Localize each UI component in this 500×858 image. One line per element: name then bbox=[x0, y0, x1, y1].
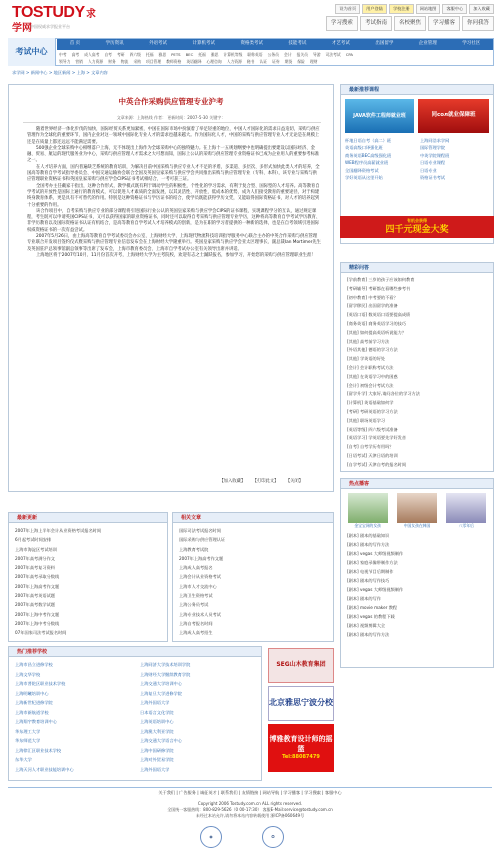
hotschool-title: 热门推荐学校 bbox=[9, 647, 261, 657]
seal-icon: ✪ bbox=[262, 826, 284, 848]
print-button[interactable]: 【打印此文】 bbox=[252, 479, 279, 484]
podcast-item[interactable]: [剧本] 家庭录像带制作方法 bbox=[347, 560, 398, 566]
latest-item[interactable]: 2007年上海中考分数线 bbox=[15, 620, 60, 626]
subnav-item[interactable]: 自考 bbox=[104, 51, 112, 57]
subnav-item[interactable]: 项目管理 bbox=[145, 58, 162, 64]
boya-text: 博雅教育设计师的摇篮 bbox=[269, 735, 333, 753]
topnav-school[interactable]: 名校聚焦 bbox=[394, 16, 426, 31]
nav-computer[interactable]: 计算机考试 bbox=[192, 41, 216, 47]
nav-qualification[interactable]: 资格类考试 bbox=[240, 41, 263, 47]
podcast-item[interactable]: [剧本] 剧本的写作方法 bbox=[347, 542, 390, 548]
related-item[interactable]: 上海教育考试院 bbox=[179, 546, 209, 552]
qa-item[interactable]: [计算机] 英语基础如何学 bbox=[347, 400, 394, 406]
nav-degree[interactable]: 学历资讯 bbox=[105, 41, 124, 47]
qa-item[interactable]: [其他] 如何提高英语听说能力？ bbox=[347, 329, 407, 335]
subnav-item[interactable]: 会计 bbox=[283, 51, 292, 57]
subnav-item[interactable]: 托福 bbox=[145, 51, 154, 57]
subnav-item[interactable]: 理财 bbox=[309, 58, 318, 64]
qa-item[interactable]: [日语考试] 天津日语的培训 bbox=[347, 452, 398, 458]
qa-item[interactable]: [留学移民] 出国留学的准备 bbox=[347, 303, 398, 309]
topnav-podcast[interactable]: 学习播客 bbox=[428, 16, 460, 31]
subnav-item[interactable]: 托福 bbox=[198, 51, 206, 57]
icp-line: 未经过本站允许,请勿将本站内容转载使用 浙ICP备060649号 bbox=[195, 813, 305, 818]
school-item[interactable]: 上海明曦培训中心 bbox=[15, 690, 49, 696]
school-item[interactable]: 上海中国研修学院 bbox=[140, 747, 174, 753]
latest-item[interactable]: 07年国家司法考试报名时间 bbox=[15, 630, 67, 636]
subnav-item[interactable]: 采购 bbox=[133, 58, 141, 64]
subnav-item[interactable]: 人力资源 bbox=[226, 58, 242, 64]
latest-item[interactable]: 2007年高考数学试题 bbox=[15, 602, 55, 608]
podcast-thumb[interactable] bbox=[397, 493, 437, 528]
cash-ad-text: 四千元现金大奖 bbox=[385, 224, 449, 235]
qa-item[interactable]: [英语口语] 数英语口语要提高成绩 bbox=[347, 312, 411, 318]
topnav-exam[interactable]: 考试指南 bbox=[360, 16, 392, 31]
latest-item[interactable]: 6月起考试时间安排 bbox=[15, 537, 52, 543]
related-item[interactable]: 上海成人高考报名 bbox=[179, 565, 213, 571]
recommend-link[interactable]: 资格证书考试 bbox=[419, 175, 446, 181]
nav-language[interactable]: 外语考试 bbox=[149, 41, 168, 47]
boya-ad[interactable] bbox=[268, 724, 334, 772]
footer bbox=[0, 801, 500, 819]
employment-ad[interactable]: 同сол就业保障班 bbox=[418, 99, 489, 133]
school-item[interactable]: 上海外国语大学 bbox=[140, 766, 170, 772]
qa-item[interactable]: [其他] 学英语的好处 bbox=[347, 356, 386, 362]
nav-management[interactable]: 企业管理 bbox=[418, 41, 437, 47]
school-item[interactable]: 上海澳大利亚学院 bbox=[140, 728, 174, 734]
sitemap-link[interactable]: 网站地图 bbox=[416, 4, 441, 14]
podcast-image bbox=[397, 493, 437, 523]
ielts-ad[interactable]: 北京雅思宁波分校 bbox=[268, 686, 334, 721]
recommend-link[interactable]: 英语高级口译强化班 bbox=[345, 145, 383, 151]
divider bbox=[23, 122, 321, 123]
related-item[interactable]: 国际采购与供应管理认证 bbox=[179, 537, 226, 543]
qa-item[interactable]: [考研辅导] 考研都在看哪些参考书 bbox=[347, 285, 411, 291]
school-register-link[interactable]: 学校注册 bbox=[389, 4, 414, 14]
nav-abroad[interactable]: 出国留学 bbox=[375, 41, 394, 47]
podcast-caption: 金宝宝网的女孩 bbox=[354, 523, 381, 528]
copyright: Copyright 2006 Tostudy.com.cn ALL rights reserved. bbox=[197, 801, 303, 806]
school-item[interactable]: 上海财经大学继续教育学院 bbox=[140, 671, 191, 677]
qa-item[interactable]: [自考] 自考学历有用吗？ bbox=[347, 444, 394, 450]
sub-nav-1 bbox=[57, 51, 493, 58]
nav-skill[interactable]: 技能考试 bbox=[288, 41, 307, 47]
qa-item[interactable]: [其他] 在英语学习中的困惑 bbox=[347, 373, 398, 379]
recommend-link[interactable]: 学好英语从这里开始 bbox=[345, 175, 383, 181]
subnav-item[interactable]: 教师资格 bbox=[166, 58, 182, 64]
podcast-thumb[interactable] bbox=[348, 493, 388, 528]
subnav-item[interactable]: 雅思 bbox=[158, 51, 167, 57]
cash-ad-top: 有机会获得 bbox=[407, 218, 427, 224]
subnav-item[interactable]: 证券 bbox=[272, 58, 280, 64]
podcast-item[interactable]: [剧本] movie maker 教程 bbox=[347, 605, 398, 611]
shanmu-ad[interactable]: SEG山木教育集团 bbox=[268, 648, 334, 683]
subnav-item[interactable]: 秘书 bbox=[246, 58, 255, 64]
subnav-item[interactable]: 考研 bbox=[116, 51, 125, 57]
nav-home[interactable]: 首 页 bbox=[69, 41, 81, 47]
recommend-title: 最新推荐课程 bbox=[341, 85, 493, 95]
top-links bbox=[335, 4, 494, 14]
latest-item[interactable]: 2007年高考录取分数线 bbox=[15, 574, 60, 580]
podcast-item[interactable]: [剧本] 剧本的基础知识 bbox=[347, 533, 390, 539]
related-item[interactable]: 上海公务员考试 bbox=[179, 602, 209, 608]
channel-title: 考试中心 bbox=[8, 38, 56, 66]
school-item[interactable]: 上海市新航道学校 bbox=[15, 709, 49, 715]
subnav-item[interactable]: 公务员 bbox=[267, 51, 279, 57]
logo-cn: 求学网 bbox=[12, 9, 96, 34]
subnav-item[interactable]: 保险 bbox=[297, 58, 305, 64]
related-item[interactable]: 上海自考报名时间 bbox=[179, 620, 213, 626]
subnav-item[interactable]: 报关员 bbox=[296, 51, 308, 57]
latest-item[interactable]: 2007年上海上半年会计从业资格考试报名时间 bbox=[15, 528, 102, 533]
set-home-link[interactable]: 设为首页 bbox=[335, 4, 360, 14]
podcast-image bbox=[446, 493, 486, 523]
nav-community[interactable]: 学习社区 bbox=[462, 41, 481, 47]
latest-item[interactable]: 2007年高考英语试题 bbox=[15, 593, 55, 599]
subnav-item[interactable]: 英语翻译 bbox=[186, 58, 202, 64]
subnav-item[interactable]: 营销 bbox=[75, 58, 83, 64]
subnav-item[interactable]: 财务 bbox=[108, 58, 116, 64]
article-meta: 文章来源：上海热线 作者： 更新时间：2007-5-30 关键字： bbox=[116, 115, 226, 120]
footer-links[interactable]: 关于我们 | 广告服务 | 诚征英才 | 联系我们 | 友情链接 | 网站导航 | 学习播客 | 学习搜索 | 客服中心 bbox=[158, 790, 342, 795]
recommend-link[interactable]: 商务英语BEC高级强化班 bbox=[345, 152, 392, 158]
article-paragraph: 2007年5月26日，由上海高等教育自学考试委员会办公室、上海财经大学、上海现代物流科技培训指导服务中心联合主办的中英合作采购与供应管理专业联合开发项目签约仪式暨采购与供应管理专业信息发布会在上海财经大学隆重举行。英国皇家采购与供应学会亚太区理事长、副总裁Ian Mortimer先生及英国驻沪总领事馆副总领事等出席了发布会，上海市教育委员会、上海市自学考试办公室有关领导出席并讲话。 bbox=[27, 234, 321, 252]
recommend-links bbox=[341, 137, 493, 181]
related-item[interactable]: 上海会计从业资格考试 bbox=[179, 574, 221, 580]
topnav-qa[interactable]: 你问我答 bbox=[462, 16, 494, 31]
qa-item[interactable]: [学前教育] 三岁的孩子应该如何教育 bbox=[347, 277, 415, 282]
article-body bbox=[27, 127, 321, 259]
podcast-item[interactable]: [剧本] vegas 大师级视频制作 bbox=[347, 587, 404, 593]
subnav-item[interactable]: 雅思 bbox=[210, 51, 219, 57]
article-paragraph: 全国考办主任戴家干指出，这种合作形式，教学模式既有利于调动学生的积极性，个性化的学习需求，有利于复合型、国际型的人才培养。高等教育自学考试的开放性是国际上通行的教育模式，可以促进人才素质的全面发展，以其灵活性、开放性、低成本的优势，成为人们接受教育的重要途径，对于构建终身教育体系，更是具有不可替代的作用。特别是这种资格证书与学历证书的结合，使学员既能获得学历文凭，又能取得国际资格证书，对人才的培养起到十分重要的作用。 bbox=[27, 183, 320, 208]
close-button[interactable]: 【关闭】 bbox=[285, 479, 303, 484]
school-item[interactable]: 华东理工大学 bbox=[15, 728, 41, 734]
qa-item[interactable]: [其他] 高考前学习方法 bbox=[347, 338, 390, 344]
topnav-search[interactable]: 学习搜索 bbox=[326, 16, 358, 31]
school-item[interactable]: 上海市普陀区职业技术学校 bbox=[15, 681, 66, 686]
cash-prize-ad[interactable] bbox=[340, 216, 494, 238]
subnav-item[interactable]: CPA bbox=[345, 51, 354, 57]
subnav-item[interactable]: 高考 bbox=[71, 51, 80, 57]
add-favorite-button[interactable]: 【加入收藏】 bbox=[219, 479, 246, 484]
main-nav bbox=[57, 39, 493, 50]
subnav-item[interactable]: BEC bbox=[185, 51, 194, 57]
footer-divider bbox=[8, 787, 492, 788]
subnav-item[interactable]: 导游 bbox=[312, 51, 321, 57]
school-item[interactable]: 东华大学 bbox=[15, 757, 32, 762]
subnav-item[interactable]: 计算机等级 bbox=[223, 51, 243, 57]
hot-podcast-box bbox=[340, 478, 494, 668]
latest-item[interactable]: 2007年上海中考作文题 bbox=[15, 611, 60, 617]
school-item[interactable]: 华东师范大学 bbox=[15, 738, 41, 743]
subnav-item[interactable]: 职称英语 bbox=[247, 51, 263, 57]
recommend-link[interactable]: 杯地日语自考（高二）班 bbox=[345, 138, 392, 143]
top-nav bbox=[326, 16, 494, 31]
subnav-item[interactable]: 司法考试 bbox=[325, 51, 341, 57]
slogan: 中国权威求学报业平台 bbox=[30, 24, 70, 29]
school-item[interactable]: 上海交通大学培训中心 bbox=[140, 681, 182, 686]
qa-title: 精彩问答 bbox=[341, 263, 493, 273]
related-item[interactable]: 上海卫生资格考试 bbox=[179, 593, 213, 599]
recommend-link[interactable]: WEB程序员高薪就业班 bbox=[345, 160, 389, 166]
latest-item[interactable]: 上海市海淀区考试培训 bbox=[15, 546, 57, 552]
school-item[interactable]: 上海对外贸易学院 bbox=[140, 757, 174, 762]
podcast-item[interactable]: [剧本] 视频剪辑大全 bbox=[347, 623, 386, 629]
subnav-item[interactable]: PETS bbox=[171, 51, 181, 57]
qa-item[interactable]: [英语学习] 学英语要先学好发音 bbox=[347, 435, 407, 441]
subnav-item[interactable]: 中考 bbox=[59, 51, 67, 57]
podcast-item[interactable]: [剧本] 剧本的写作 bbox=[347, 596, 381, 602]
qa-item[interactable]: [会计] 会计职称考试方法 bbox=[347, 364, 394, 370]
subnav-item[interactable]: 四六级 bbox=[129, 51, 141, 57]
latest-item[interactable]: 2007年上海高考作文题 bbox=[15, 583, 60, 589]
article-actions bbox=[9, 479, 333, 485]
podcast-caption: 八零年后 bbox=[458, 523, 474, 528]
article-paragraph: 随着世界经济一体化步伐的加快，国际经贸关系更加紧密，中国在国际市场中扮演着了举足轻重的地位，中国人才国际化的需求日益迫切，采购与供应管理作为全球化的重要环节，国内企业对这一领域中国际化专业人才的需求也越来越大。作为国际化人才，中国的采购与供应管理专业人才无论是在规模上还是在质量上都还远远不能满足需要。 bbox=[27, 127, 320, 145]
hot-school-box bbox=[8, 646, 262, 781]
article-paragraph: 在人才培养方面，国内普遍缺乏系统的教育培训，为解决目前中国采购与供应专业人才不足的矛盾，多渠道、多层次、多形式加快此类人才的培养，全国高等教育自学考试指导委员会、中国交通运输协会联合全国及英国皇家采购与供应学会共同推出采购与供应管理专业（专科、本科），该专业与采购与供应管理职业资格证书和英国皇家采购与供应学会CIPS证书考试相结合，一考可获三证。 bbox=[27, 164, 320, 183]
school-item[interactable]: 上海英语培训中心 bbox=[140, 719, 174, 724]
qa-item[interactable]: [外语其他] 德语的学习方法 bbox=[347, 347, 398, 353]
school-item[interactable]: 上海同济大学技术培训学院 bbox=[140, 662, 191, 667]
qa-item[interactable]: [自学考试] 天津自考的报名时间 bbox=[347, 461, 407, 467]
latest-title: 最新更新 bbox=[9, 513, 167, 523]
school-item[interactable]: 上海市昌立进修学校 bbox=[15, 662, 53, 667]
recommend-link[interactable]: 中英学院课程班 bbox=[419, 152, 450, 158]
article-title: 中英合作采购供应管理专业沪考 bbox=[118, 97, 224, 106]
java-ad[interactable]: JAVA软件工程师就业班 bbox=[345, 99, 414, 133]
school-item[interactable]: 上海翔宇教育培训中心 bbox=[15, 719, 57, 724]
recommend-link[interactable]: 上海同浩求学网 bbox=[419, 138, 450, 143]
subnav-item[interactable]: 认证 bbox=[259, 58, 268, 64]
related-item[interactable]: 上海专业技术人员考试 bbox=[179, 611, 221, 617]
school-item[interactable]: 上海复旦大学进修学院 bbox=[140, 690, 182, 696]
qa-item[interactable]: [考研] 考研英语的学习方法 bbox=[347, 408, 398, 414]
podcast-item[interactable]: [剧本] vegas 的教程下载 bbox=[347, 614, 395, 620]
podcast-thumb[interactable] bbox=[446, 493, 486, 528]
latest-box bbox=[8, 512, 168, 642]
related-item[interactable]: 国际司法考试报名时间 bbox=[179, 528, 221, 533]
subnav-item[interactable]: 期货 bbox=[284, 58, 293, 64]
qa-item[interactable]: [留学升学] 大家好,请问各位的学习方法 bbox=[347, 391, 420, 397]
latest-item[interactable]: 2007年高考满分作文 bbox=[15, 555, 55, 561]
hot-title: 热点播客 bbox=[341, 479, 493, 489]
related-item[interactable]: 上海市人才交流中心 bbox=[179, 583, 217, 589]
recommend-link[interactable]: 日语专业 bbox=[419, 167, 437, 173]
subnav-item[interactable]: 物流 bbox=[120, 58, 129, 64]
podcast-image bbox=[348, 493, 388, 523]
podcast-item[interactable]: [剧本] 剧本的写作方法 bbox=[347, 632, 390, 638]
podcast-item[interactable]: [剧本] 剧本的写作技巧 bbox=[347, 578, 390, 584]
qa-item[interactable]: [商务英语] 商务英语学习的技巧 bbox=[347, 320, 407, 326]
sub-nav-2 bbox=[57, 58, 493, 65]
recommend-link[interactable]: 国际管理学院 bbox=[419, 145, 446, 151]
related-title: 相关文章 bbox=[173, 513, 333, 523]
school-item[interactable]: 上海外国语大学 bbox=[140, 700, 170, 705]
school-item[interactable]: 日本语言文化学院 bbox=[140, 709, 174, 715]
school-item[interactable]: 上海徐汇区职业技术学校 bbox=[15, 747, 62, 753]
logo-text: TOSTUDY bbox=[12, 4, 85, 21]
article-box bbox=[8, 84, 334, 492]
article-paragraph: 500强企业全球采购中心相继落户上海，无不体现出上海作为全球采购中心的独特魅力。在上海十一五规划纲要中也明确提出要建设以国际经济、金融、贸易、航运的现代服务业为中心，采购与供应管理人才需求之大可想而知，国际上公认的采购与供应管理专业资格证书已成为企业用人的重要参考标准之一。 bbox=[27, 145, 320, 164]
service-link[interactable]: 客服中心 bbox=[442, 4, 467, 14]
nav-art[interactable]: 才艺考试 bbox=[331, 41, 350, 47]
related-item[interactable]: 2007年上海高考作文题 bbox=[179, 555, 224, 561]
podcast-item[interactable]: [剧本] vegas 大师级视频制作 bbox=[347, 551, 404, 557]
login-link[interactable]: 用户登陆 bbox=[362, 4, 387, 14]
subnav-item[interactable]: 成人高考 bbox=[84, 51, 100, 57]
qa-box bbox=[340, 262, 494, 472]
boya-tel: Tel:88087479 bbox=[282, 754, 320, 761]
school-item[interactable]: 上海新世纪进修学院 bbox=[15, 700, 53, 705]
qa-item[interactable]: [其他] 职场英语学习 bbox=[347, 417, 386, 423]
school-item[interactable]: 上海交通大学语言中心 bbox=[140, 738, 182, 743]
latest-item[interactable]: 2007年高考复习资料 bbox=[15, 565, 55, 571]
qa-item[interactable]: [英语等级] 四六级考试准备 bbox=[347, 426, 398, 432]
podcast-item[interactable]: [剧本] 电视节目后期制作 bbox=[347, 569, 394, 575]
article-paragraph: 上海地区将于2007年10月、11月份首次开考，上海财经大学为主考院校，欢迎有志之士踊跃报名，参加学习，开始您的采购与供应管理职业生涯！ bbox=[36, 252, 316, 258]
school-item[interactable]: 上海天河人才职业技能培训中心 bbox=[15, 766, 74, 772]
seal-icon: ◉ bbox=[200, 826, 222, 848]
school-item[interactable]: 上海文华学校 bbox=[15, 671, 41, 677]
related-item[interactable]: 上海成人高考招生 bbox=[179, 630, 213, 636]
contact-line: 全国统一客服热线：800-829-5626（0 00-17:30） 客服E-Mail:service@tostudy.com.cn bbox=[167, 807, 333, 812]
article-paragraph: 该合作项目中，自考采购与供应专业的部分课程将引进国际行业公认的英国皇家采购与供应学会CIPS的证书课程，实现课程学分的互认，通过规定课程，考生既可以申请英国CIPS证书，又可以获得国家的职业资格证书，同时还可以取得自考采购与供应管理专业学历，这种将高等教育自学考试学历教育、非学历教育以及国际资格证书认证有机结合，是高等教育自学考试人才培养模式的创新，是为在职的学习者提供的一种新的选择，也是在自考领域引进国际权威资格证书的一次有益尝试。 bbox=[27, 208, 321, 233]
subnav-item[interactable]: 心理咨询 bbox=[206, 58, 222, 64]
breadcrumb[interactable]: 求学网 > 新闻中心 > 地区新闻 > 上海 > 文章内容 bbox=[12, 70, 108, 75]
subnav-item[interactable]: 领导力 bbox=[59, 58, 71, 64]
qa-item[interactable]: [会计] 初级会计考试方法 bbox=[347, 382, 394, 388]
footer-seals bbox=[200, 826, 284, 848]
related-box bbox=[172, 512, 334, 642]
subnav-item[interactable]: 人力资源 bbox=[87, 58, 104, 64]
podcast-caption: 中国女孩在韩国 bbox=[403, 523, 431, 528]
recommend-link[interactable]: 日语专业课程 bbox=[419, 160, 446, 166]
qa-item[interactable]: [初中教育] 中考要的不看？ bbox=[347, 294, 398, 300]
recommend-link[interactable]: 全国翻译资格考试 bbox=[345, 167, 379, 173]
favorite-link[interactable]: 加入收藏 bbox=[469, 4, 494, 14]
